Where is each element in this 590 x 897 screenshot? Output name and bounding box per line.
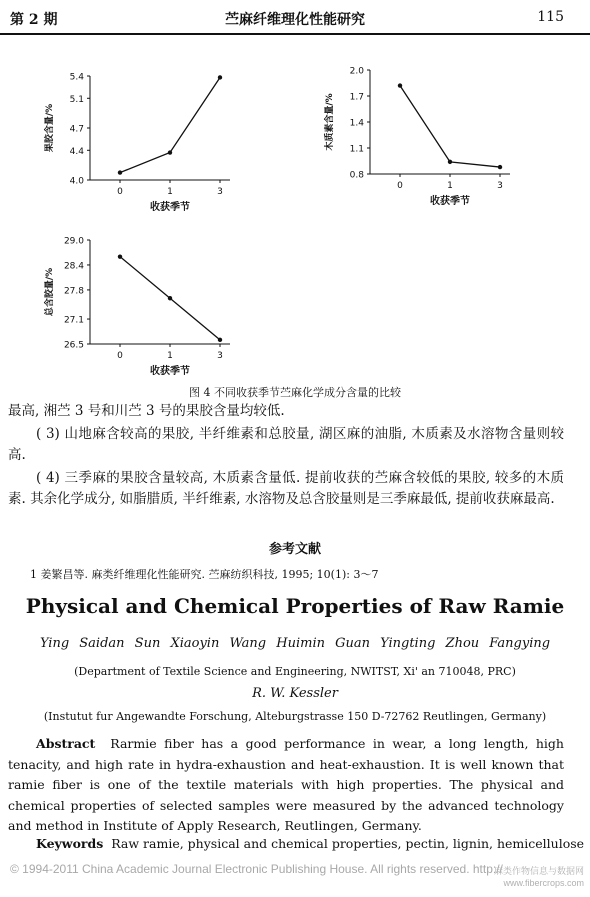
series-line — [400, 86, 500, 167]
y-axis-label: 总含胶量/% — [45, 267, 55, 317]
y-tick-label: 5.1 — [69, 94, 84, 105]
body-paragraph-2: ( 3) 山地麻含较高的果胶, 半纤维素和总胶量, 湖区麻的油脂, 木质素及水溶物含量则较高. — [8, 426, 564, 463]
abstract-paragraph — [8, 734, 564, 837]
y-tick-label: 29.0 — [63, 236, 84, 247]
lignin-content-chart — [310, 56, 540, 206]
copyright-notice: © 1994-2011 China Academic Journal Electronic Publishing House. All rights reserved. http:// — [10, 862, 503, 876]
y-axis-label: 木质素含量/% — [325, 93, 335, 151]
page-number: 115 — [537, 9, 564, 25]
series-line — [120, 77, 220, 172]
data-point — [168, 150, 172, 154]
second-author: R. W. Kessler — [252, 686, 338, 701]
y-axis-label: 果胶含量/% — [45, 103, 55, 153]
data-point — [498, 165, 502, 169]
data-point — [218, 338, 222, 342]
header-rule — [0, 33, 590, 35]
data-point — [398, 83, 402, 87]
abstract-label: Abstract — [36, 736, 96, 751]
y-tick-label: 28.4 — [63, 261, 84, 272]
x-tick-label: 0 — [117, 351, 123, 361]
english-title: Physical and Chemical Properties of Raw Ramie — [25, 594, 565, 618]
x-tick-label: 3 — [497, 181, 503, 191]
data-point — [168, 296, 172, 300]
x-tick-label: 3 — [217, 351, 223, 361]
data-point — [218, 75, 222, 79]
watermark-text: 麻类作物信息与数据网 — [493, 866, 584, 876]
y-tick-label: 27.8 — [63, 286, 84, 297]
references-heading: 参考文献 — [268, 542, 321, 557]
x-tick-label: 1 — [447, 181, 453, 191]
keywords-line — [36, 836, 585, 851]
page-header — [0, 0, 590, 34]
y-tick-label: 4.4 — [69, 146, 84, 157]
running-title: 苎麻纤维理化性能研究 — [225, 12, 365, 28]
english-authors: Ying Saidan Sun Xiaoyin Wang Huimin Guan Yingting Zhou Fangying — [39, 636, 551, 651]
watermark-url: www.fibercrops.com — [503, 878, 584, 888]
x-tick-label: 1 — [167, 351, 173, 361]
y-tick-label: 4.7 — [69, 124, 84, 135]
y-tick-label: 1.7 — [349, 92, 364, 103]
data-point — [448, 160, 452, 164]
affiliation-2: (Instutut fur Angewandte Forschung, Alteburgstrasse 150 D-72762 Reutlingen, Germany) — [43, 710, 547, 723]
total-gum-content-chart — [30, 226, 260, 376]
y-tick-label: 27.1 — [63, 315, 84, 326]
pectin-content-chart — [30, 62, 260, 212]
x-axis-label: 收获季节 — [150, 366, 190, 377]
x-tick-label: 0 — [117, 187, 123, 197]
y-tick-label: 1.4 — [349, 118, 364, 129]
y-tick-label: 26.5 — [63, 340, 84, 351]
issue-label: 第 2 期 — [10, 12, 58, 28]
y-tick-label: 1.1 — [349, 144, 364, 155]
keywords-label: Keywords — [36, 836, 104, 851]
affiliation-1: (Department of Textile Science and Engineering, NWITST, Xi' an 710048, PRC) — [74, 665, 516, 678]
y-tick-label: 4.0 — [69, 176, 84, 187]
x-axis-label: 收获季节 — [430, 196, 470, 207]
x-tick-label: 0 — [397, 181, 403, 191]
figure-caption: 图 4 不同收获季节苎麻化学成分含量的比较 — [189, 386, 401, 399]
y-tick-label: 0.8 — [349, 170, 364, 181]
x-tick-label: 1 — [167, 187, 173, 197]
data-point — [118, 254, 122, 258]
y-tick-label: 2.0 — [349, 66, 364, 77]
x-axis-label: 收获季节 — [150, 202, 190, 213]
x-tick-label: 3 — [217, 187, 223, 197]
data-point — [118, 170, 122, 174]
reference-item: 1 姜繁昌等. 麻类纤维理化性能研究. 苎麻纺织科技, 1995; 10(1): 3～7 — [30, 568, 379, 581]
body-paragraph-1: 最高, 湘苎 3 号和川苎 3 号的果胶含量均较低. — [8, 403, 285, 419]
y-tick-label: 5.4 — [69, 72, 84, 83]
abstract-text: Rarmie fiber has a good performance in wear, a long length, high tenacity, and high rate in hydra-exhaustion and heat-exhaustion. It is well known that ramie fiber is one of the textile materials with high properties. The physical and chemical properties of selected samples were measured by the advanced technology and method in Institute of Apply Research, Reutlingen, Germany. — [8, 736, 564, 833]
keywords-text: Raw ramie, physical and chemical properties, pectin, lignin, hemicellulose — [111, 836, 585, 851]
body-paragraph-3: ( 4) 三季麻的果胶含量较高, 木质素含量低. 提前收获的苎麻含较低的果胶, 较多的木质素. 其余化学成分, 如脂腊质, 半纤维素, 水溶物及总含胶量则是三季麻最低, 提前收获麻最高. — [8, 470, 564, 507]
